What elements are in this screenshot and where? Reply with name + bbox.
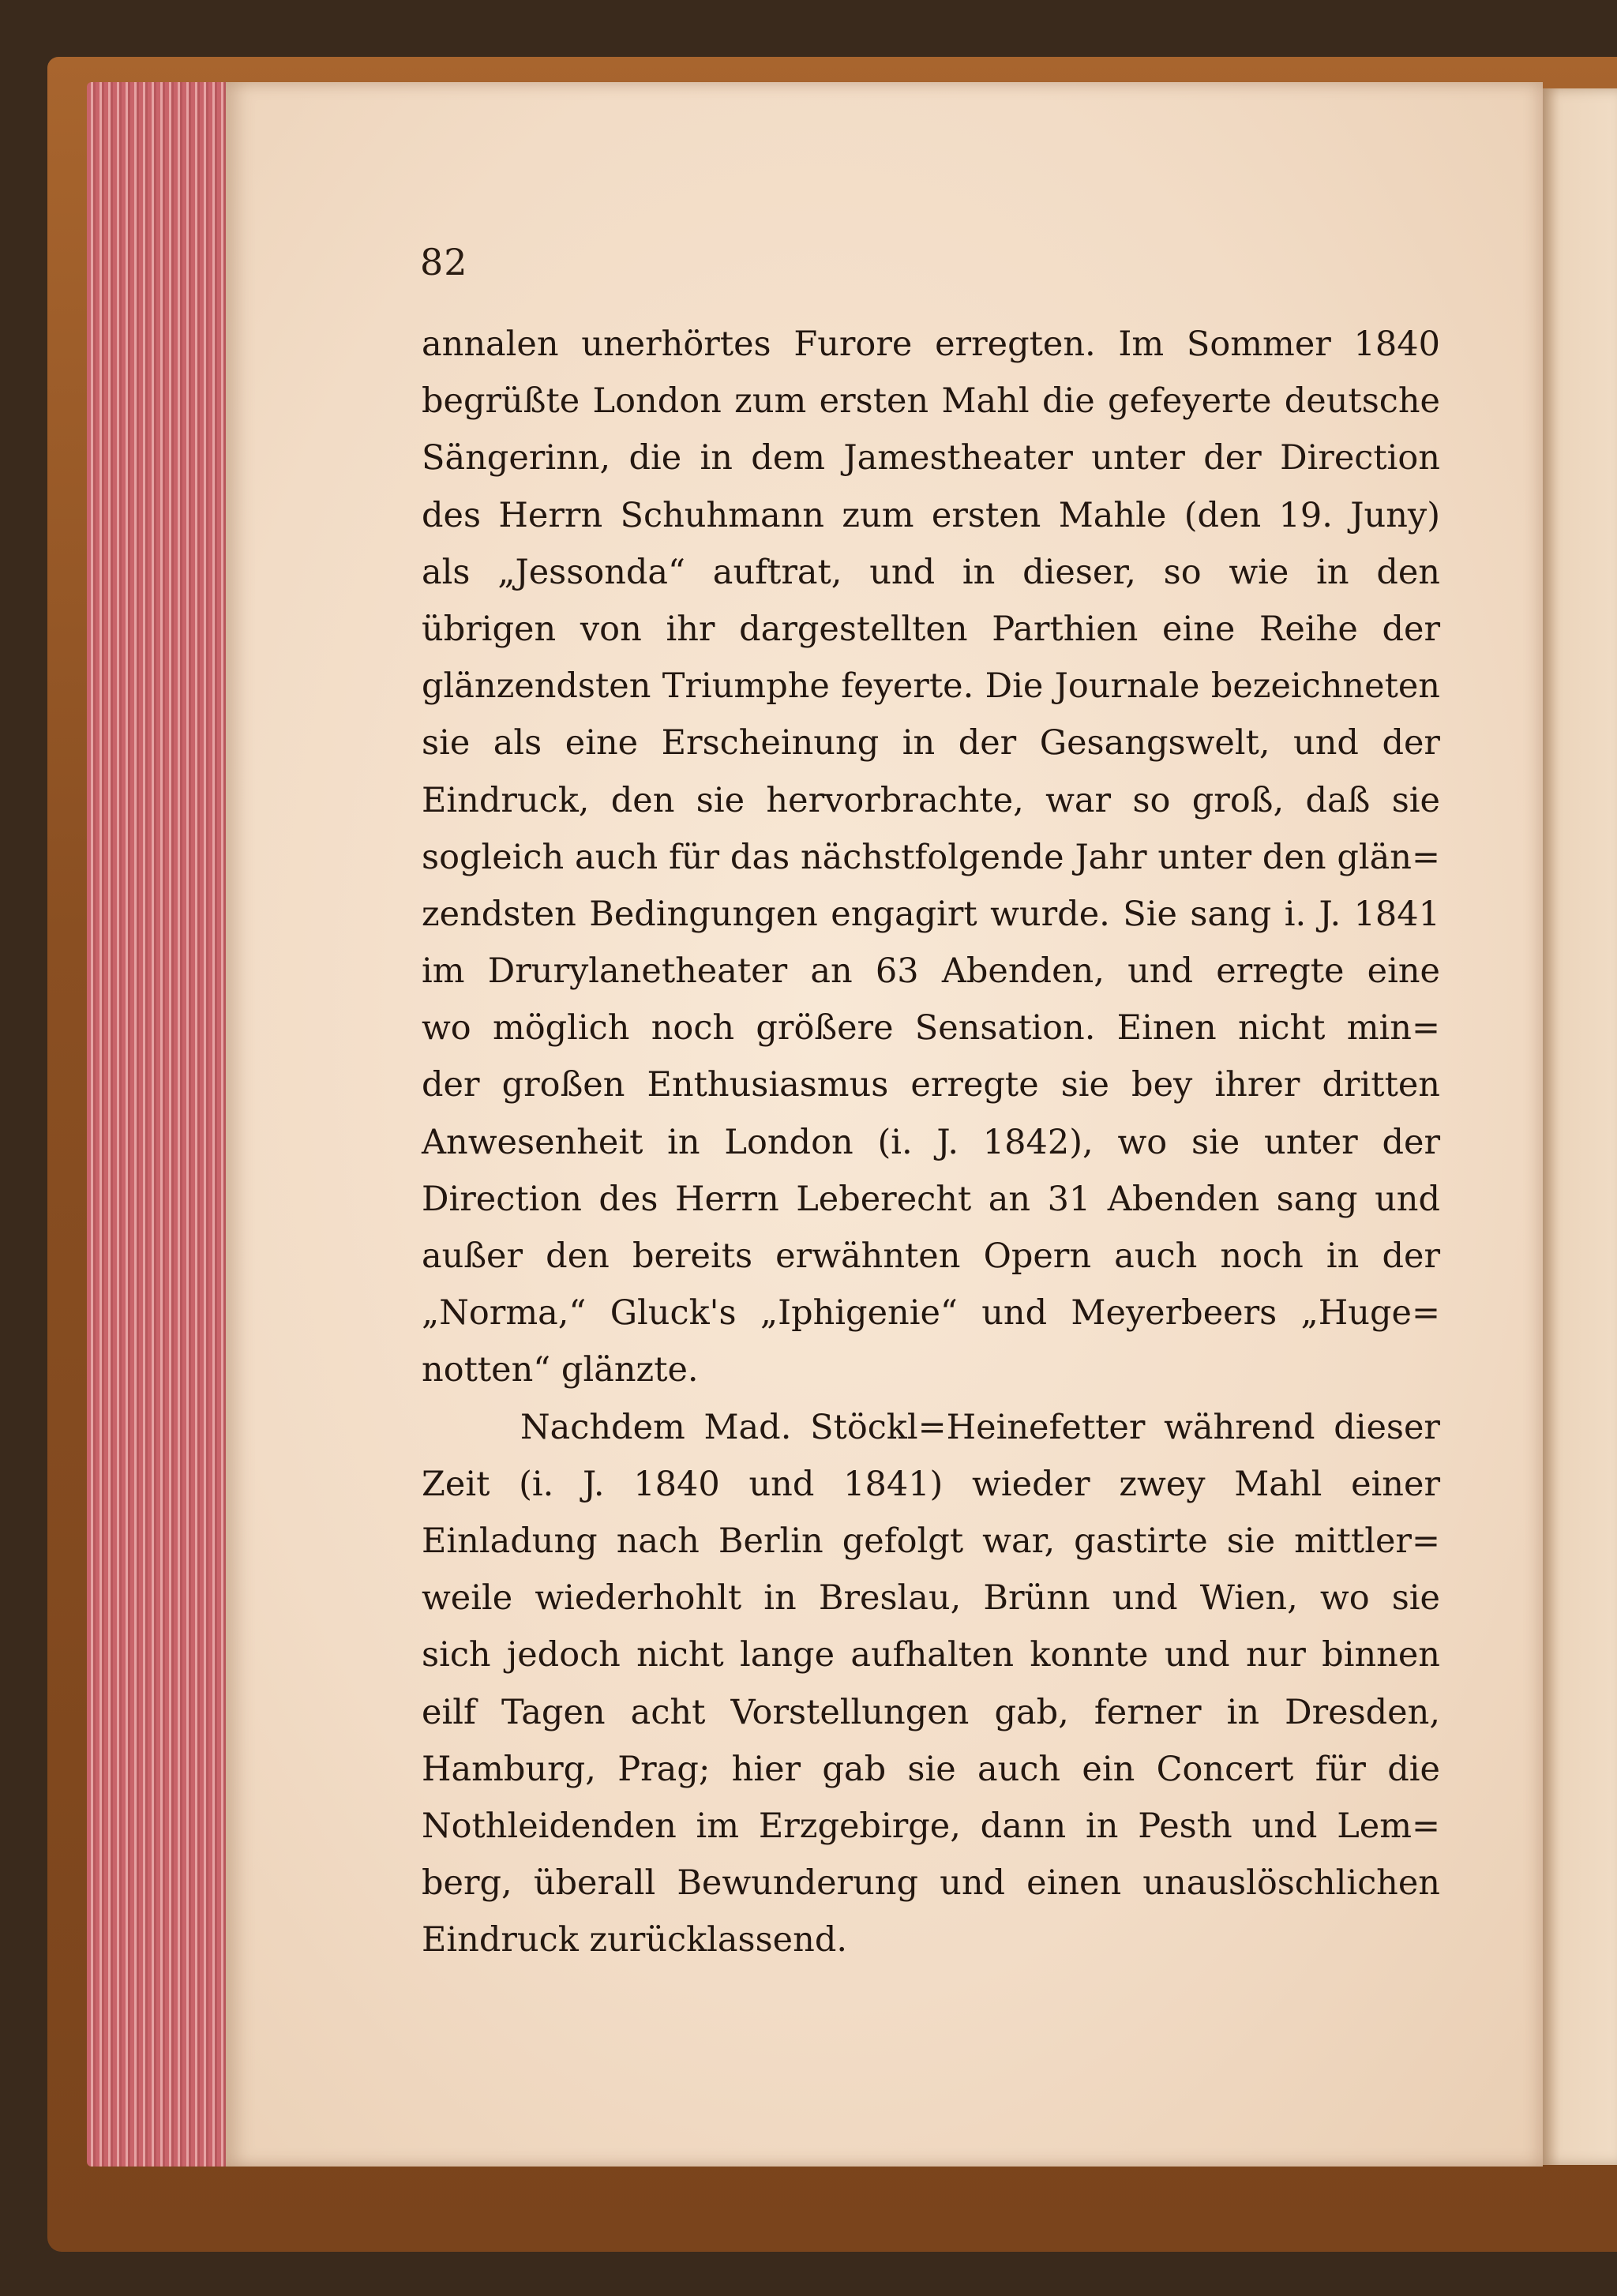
text-line: Direction des Herrn Leberecht an 31 Abenden sang und bbox=[422, 1179, 1440, 1219]
text-line: Zeit (i. J. 1840 und 1841) wieder zwey Mahl einer bbox=[422, 1464, 1440, 1504]
text-line: wo möglich noch größere Sensation. Einen nicht min= bbox=[422, 1008, 1440, 1049]
text-line: berg, überall Bewunderung und einen unauslöschlichen bbox=[422, 1863, 1440, 1904]
text-line: als „Jessonda“ auftrat, und in dieser, so wie in den bbox=[422, 552, 1440, 592]
text-line: glänzendsten Triumphe feyerte. Die Journale bezeichneten bbox=[422, 666, 1440, 707]
text-line: Eindruck, den sie hervorbrachte, war so groß, daß sie bbox=[422, 780, 1440, 820]
text-line: sie als eine Erscheinung in der Gesangswelt, und der bbox=[422, 723, 1440, 763]
text-line: der großen Enthusiasmus erregte sie bey ihrer dritten bbox=[422, 1065, 1440, 1105]
paragraph-start-line: Nachdem Mad. Stöckl=Heinefetter während dieser bbox=[520, 1407, 1440, 1447]
text-line: sogleich auch für das nächstfolgende Jahr unter den glän= bbox=[422, 837, 1440, 877]
text-line: übrigen von ihr dargestellten Parthien eine Reihe der bbox=[422, 609, 1440, 649]
text-line: im Drurylanetheater an 63 Abenden, und erregte eine bbox=[422, 951, 1440, 992]
text-line: Anwesenheit in London (i. J. 1842), wo sie unter der bbox=[422, 1122, 1440, 1162]
text-line: Nothleidenden im Erzgebirge, dann in Pesth und Lem= bbox=[422, 1806, 1440, 1846]
text-line: sich jedoch nicht lange aufhalten konnte und nur binnen bbox=[422, 1635, 1440, 1675]
text-line: Einladung nach Berlin gefolgt war, gastirte sie mittler= bbox=[422, 1521, 1440, 1561]
facing-page bbox=[1541, 88, 1617, 2165]
body-text bbox=[422, 316, 1440, 1968]
text-line: notten“ glänzte. bbox=[422, 1350, 699, 1390]
text-line: Eindruck zurücklassend. bbox=[422, 1920, 848, 1960]
text-line: „Norma,“ Gluck's „Iphigenie“ und Meyerbeers „Huge= bbox=[422, 1293, 1440, 1334]
text-line: begrüßte London zum ersten Mahl die gefeyerte deutsche bbox=[422, 381, 1440, 422]
page-edges bbox=[87, 82, 245, 2167]
text-line: eilf Tagen acht Vorstellungen gab, ferner in Dresden, bbox=[422, 1692, 1440, 1732]
text-line: zendsten Bedingungen engagirt wurde. Sie sang i. J. 1841 bbox=[422, 894, 1440, 934]
text-line: des Herrn Schuhmann zum ersten Mahle (den 19. Juny) bbox=[422, 495, 1440, 535]
text-line: annalen unerhörtes Furore erregten. Im Sommer 1840 bbox=[422, 325, 1440, 364]
text-line: weile wiederhohlt in Breslau, Brünn und Wien, wo sie bbox=[422, 1578, 1440, 1619]
text-line: Sängerinn, die in dem Jamestheater unter der Direction bbox=[422, 438, 1440, 478]
text-line: Hamburg, Prag; hier gab sie auch ein Concert für die bbox=[422, 1749, 1440, 1789]
page-number: 82 bbox=[420, 241, 468, 283]
text-line: außer den bereits erwähnten Opern auch noch in der bbox=[422, 1236, 1440, 1276]
